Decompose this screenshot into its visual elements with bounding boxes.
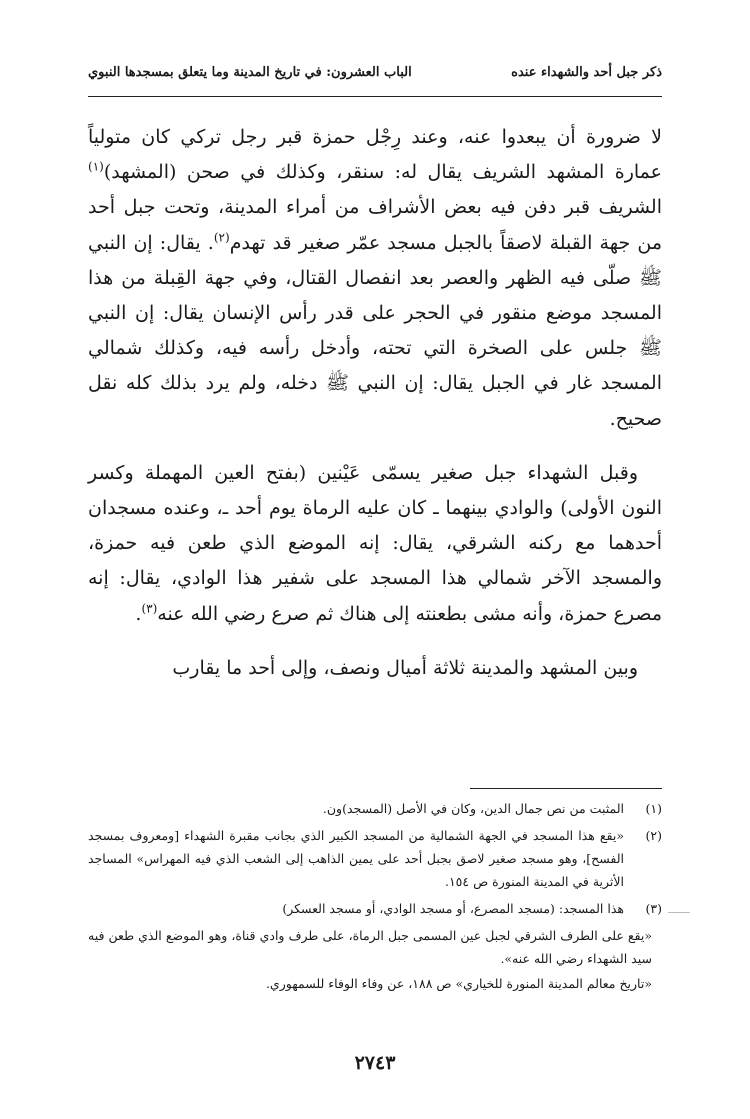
footnote-2: [88, 824, 662, 893]
footnotes: [88, 797, 662, 997]
footnote-text: هذا المسجد: (مسجد المصرع، أو مسجد الوادي، أو مسجد العسكر): [282, 901, 624, 916]
paragraph-1-part-3: . يقال: إن النبي ﷺ صلّى فيه الظهر والعصر بعد انفصال القتال، وفي جهة القِبلة من هذا المسجد موضع منقور في الحجر على قدر رأس الإنسان يقال: إن النبي ﷺ جلس على الصخرة التي تحته، وأدخل رأسه فيه، وكذلك شمالي المسجد غار في الجبل يقال: إن النبي ﷺ دخله، ولم يرد بذلك كله نقل صحيح.: [88, 231, 663, 430]
footnote-number: (١): [645, 801, 662, 816]
header-chapter-title: ذكر جبل أحد والشهداء عنده: [511, 64, 662, 80]
footnote-3: [88, 897, 662, 920]
footnote-text: المثبت من نص جمال الدين، وكان في الأصل (المسجد)ون.: [322, 801, 624, 816]
paragraph-2-part-1: وقبل الشهداء جبل صغير يسمّى عَيْنين (بفتح العين المهملة وكسر النون الأولى) والوادي بينهما ـ كان عليه الرماة يوم أحد ـ، وعنده مسجدان أحدهما مع ركنه الشرقي، يقال: إنه الموضع الذي طعن فيه حمزة، والمسجد الآخر شمالي هذا المسجد على شفير هذا الوادي، يقال: إنه مصرع حمزة، وأنه مشى بطعنته إلى هناك ثم صرع رضي الله عنه: [88, 461, 662, 625]
footnote-number: (٣): [645, 901, 662, 916]
paragraph-1-part-2: الشريف قبر دفن فيه بعض الأشراف من أمراء المدينة، وتحت جبل أحد من جهة القبلة لاصقاً بالجبل مسجد عمّر صغير قد تهدم: [88, 196, 662, 254]
paragraph-3: وبين المشهد والمدينة ثلاثة أميال ونصف، وإلى أحد ما يقارب: [172, 656, 638, 679]
footnote-text: «يقع هذا المسجد في الجهة الشمالية من المسجد الكبير الذي بجانب مقبرة الشهداء [ومعروف بمسجد الفسح]، وهو مسجد صغير لاصق بجبل أحد على يمين الذاهب إلى الشعب الذي فيه المهراس» المساجد الأثرية في المدينة المنورة ص ١٥٤.: [88, 828, 624, 889]
paragraph-1-part-1: لا ضرورة أن يبعدوا عنه، وعند رِجْل حمزة قبر رجل تركي كان متولياً عمارة المشهد الشريف يقال له: سنقر، وكذلك في صحن (المشهد): [88, 126, 662, 184]
footnote-separator: [470, 788, 662, 789]
footnote-ref-3[interactable]: (٣): [141, 601, 158, 616]
margin-mark: [668, 912, 690, 913]
footnote-number: (٢): [645, 828, 662, 843]
page-number: ٢٧٤٣: [354, 1052, 396, 1074]
paragraph-2: [88, 456, 662, 632]
footnote-ref-1[interactable]: (١): [88, 159, 104, 174]
main-text: [88, 120, 662, 686]
paragraph-1: [88, 120, 662, 437]
footnote-quote-1: «يقع على الطرف الشرقي لجبل عين المسمى جبل الرماة، على طرف وادي قناة، وهو الموضع الذي طعن فيه سيد الشهداء رضي الله عنه».: [88, 928, 652, 966]
header-rule: [88, 96, 662, 97]
footnote-1: [88, 797, 662, 820]
header-section-title: الباب العشرون: في تاريخ المدينة وما يتعلق بمسجدها النبوي: [88, 64, 412, 80]
footnote-quote-2: «تاريخ معالم المدينة المنورة للخياري» ص ١٨٨، عن وفاء الوفاء للسمهوري.: [265, 976, 652, 991]
paragraph-2-part-2: .: [135, 602, 142, 625]
footnote-ref-2[interactable]: (٢): [213, 230, 230, 245]
running-header: [88, 60, 662, 84]
